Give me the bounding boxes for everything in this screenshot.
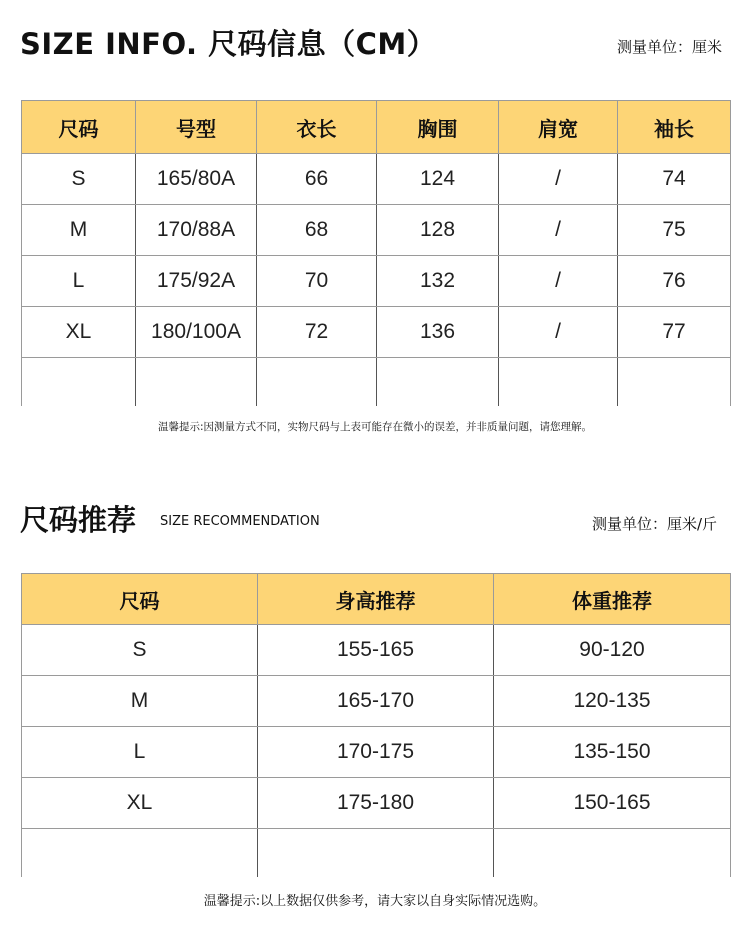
recommendation-title: 尺码推荐 (20, 503, 137, 537)
table-cell: 175-180 (258, 778, 494, 829)
table-cell: L (22, 256, 136, 307)
table-header-row (22, 101, 731, 154)
table-cell: / (499, 154, 618, 205)
header-chest: 胸围 (377, 101, 499, 154)
header-weight: 体重推荐 (494, 574, 731, 625)
table-cell: 74 (618, 154, 731, 205)
recommendation-subtitle: SIZE RECOMMENDATION (160, 514, 320, 529)
table-cell: 170-175 (258, 727, 494, 778)
size-info-title: SIZE INFO. 尺码信息（CM） (20, 27, 437, 61)
size-info-table (21, 100, 731, 406)
size-info-unit: 测量单位：厘米 (616, 38, 722, 56)
table-cell: 77 (618, 307, 731, 358)
table-cell: 165-170 (258, 676, 494, 727)
table-row (22, 154, 731, 205)
recommendation-table (21, 573, 731, 877)
table-cell: 75 (618, 205, 731, 256)
table-cell: 124 (377, 154, 499, 205)
header-model: 号型 (136, 101, 257, 154)
table-row (22, 778, 731, 829)
table-cell: 128 (377, 205, 499, 256)
table-cell: S (22, 154, 136, 205)
table-cell: 175/92A (136, 256, 257, 307)
table-cell: 76 (618, 256, 731, 307)
table-tail-row (22, 358, 731, 407)
table-cell: 155-165 (258, 625, 494, 676)
table-cell: 66 (257, 154, 377, 205)
table-row (22, 205, 731, 256)
table-cell: 90-120 (494, 625, 731, 676)
table-cell: L (22, 727, 258, 778)
table-row (22, 625, 731, 676)
table-cell: 120-135 (494, 676, 731, 727)
table-cell: 165/80A (136, 154, 257, 205)
table-cell: 170/88A (136, 205, 257, 256)
table-row (22, 307, 731, 358)
header-shoulder: 肩宽 (499, 101, 618, 154)
header-size: 尺码 (22, 101, 136, 154)
header-size: 尺码 (22, 574, 258, 625)
table-cell: / (499, 256, 618, 307)
table-cell: 72 (257, 307, 377, 358)
table-cell: XL (22, 778, 258, 829)
table-cell: / (499, 307, 618, 358)
header-sleeve: 袖长 (618, 101, 731, 154)
table-tail-row (22, 829, 731, 878)
table-cell: 136 (377, 307, 499, 358)
table-cell: M (22, 205, 136, 256)
table-cell: M (22, 676, 258, 727)
table-cell: S (22, 625, 258, 676)
table-cell: 135-150 (494, 727, 731, 778)
table-cell: 150-165 (494, 778, 731, 829)
table-cell: 70 (257, 256, 377, 307)
table-cell: XL (22, 307, 136, 358)
table-row (22, 256, 731, 307)
table-cell: 180/100A (136, 307, 257, 358)
size-info-note: 温馨提示:因测量方式不同，实物尺码与上表可能存在微小的误差，并非质量问题，请您理解。 (157, 421, 593, 433)
recommendation-unit: 测量单位：厘米/斤 (591, 515, 717, 533)
table-cell: / (499, 205, 618, 256)
recommendation-note: 温馨提示:以上数据仅供参考，请大家以自身实际情况选购。 (203, 894, 547, 909)
table-row (22, 727, 731, 778)
table-row (22, 676, 731, 727)
header-length: 衣长 (257, 101, 377, 154)
table-cell: 68 (257, 205, 377, 256)
table-cell: 132 (377, 256, 499, 307)
header-height: 身高推荐 (258, 574, 494, 625)
table-header-row (22, 574, 731, 625)
